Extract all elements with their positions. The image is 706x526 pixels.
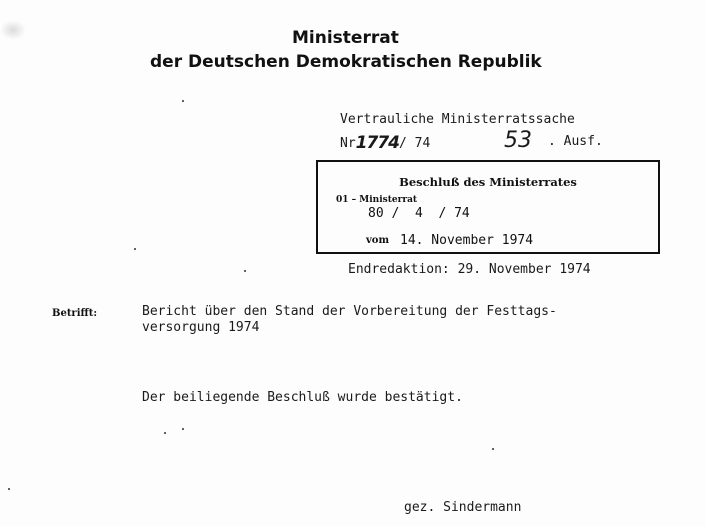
scan-speck [182,100,184,102]
scan-speck [8,488,10,490]
decision-stamp-box [316,160,660,254]
classification-title: Vertrauliche Ministerratssache [340,112,575,127]
decision-title: Beschluß des Ministerrates [399,175,577,189]
scan-speck [164,432,166,434]
classification-number-row [340,132,430,152]
scan-speck [244,270,246,272]
vom-label: vom [366,235,390,246]
nr-prefix: Nr [340,136,356,151]
scan-smudge [0,20,26,40]
statement-text: Der beiliegende Beschluß wurde bestätigt. [142,390,463,405]
decision-number: 80 / 4 / 74 [368,206,470,221]
ministerrat-label: 01 – Ministerrat [336,195,418,205]
final-edit-date: Endredaktion: 29. November 1974 [348,262,591,277]
nr-suffix: / 74 [398,136,431,151]
scan-speck [182,428,184,430]
copies-handwritten: 53 [504,128,532,153]
header-line-2: der Deutschen Demokratischen Republik [150,52,542,72]
copies-label: . Ausf. [548,134,603,149]
subject-line-1: Bericht über den Stand der Vorbereitung der Festtags- [142,304,557,319]
subject-label: Betrifft: [52,308,98,319]
subject-line-2: versorgung 1974 [142,320,260,335]
scan-speck [134,248,136,250]
header-line-1: Ministerrat [292,28,399,48]
scan-speck [492,448,494,450]
signature-text: gez. Sindermann [404,500,522,515]
nr-handwritten-number: 1774 [355,133,399,153]
decision-date: 14. November 1974 [400,233,534,248]
